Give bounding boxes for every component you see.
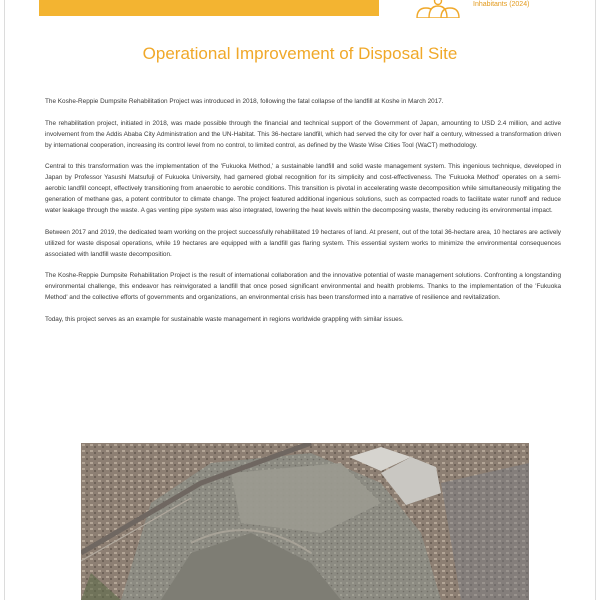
document-page xyxy=(4,0,596,600)
people-icon xyxy=(415,0,461,18)
body-text xyxy=(45,96,561,335)
aerial-landfill-photo xyxy=(81,443,529,600)
paragraph-3: Central to this transformation was the implementation of the 'Fukuoka Method,' a sustainable landfill and solid waste management system. This ingenious technique, developed in Japan by Professor Yasushi Matsufuji of Fukuoka University, had garnered global recognition for its simplicity and cost-effectiveness. The 'Fukuoka Method' operates on a semi-aerobic landfill concept, effectively transitioning from anaerobic to aerobic conditions. This transition is pivotal in accelerating waste decomposition while simultaneously mitigating the generation of methane gas, a potent contributor to climate change. The project featured additional ingenious solutions, such as compacted roads to facilitate water runoff and reduce water leakage through the waste. A gas venting pipe system was also integrated, lowering the heat levels within the decomposing waste, thereby reducing its environmental impact. xyxy=(45,163,561,214)
paragraph-4: Between 2017 and 2019, the dedicated team working on the project successfully rehabilitated 19 hectares of land. At present, out of the total 36-hectare area, 10 hectares are actively utilized for waste disposal operations, while 19 hectares are equipped with a landfill gas flaring system. This essential system works to minimize the environmental consequences associated with landfill waste decomposition. xyxy=(45,228,561,258)
paragraph-2: The rehabilitation project, initiated in 2018, was made possible through the financial and technical support of the Government of Japan, amounting to USD 2.4 million, and active involvement from the Addis Ababa City Administration and the UN-Habitat. This 36-hectare landfill, which had served the city for over half a century, witnessed a transformation driven by international cooperation, increasing its control level from no control, to limited control, as defined by the Waste Wise Cities Tool (WaCT) methodology. xyxy=(45,119,561,149)
paragraph-1: The Koshe-Reppie Dumpsite Rehabilitation Project was introduced in 2018, following the fatal collapse of the landfill at Koshe in March 2017. xyxy=(45,98,444,105)
paragraph-5: The Koshe-Reppie Dumpsite Rehabilitation Project is the result of international collaboration and the innovative potential of waste management solutions. Confronting a longstanding environmental challenge, this endeavor has reinvigorated a landfill that once posed significant environmental and health problems. Thanks to the implementation of the 'Fukuoka Method' and the collective efforts of governments and organizations, an environmental crisis has been transformed into a narrative of resilience and revitalization. xyxy=(45,272,561,301)
page-title: Operational Improvement of Disposal Site xyxy=(142,44,458,63)
paragraph-6: Today, this project serves as an example for sustainable waste management in regions worldwide grappling with similar issues. xyxy=(45,315,404,323)
inhabitants-label: Inhabitants (2024) xyxy=(473,1,530,8)
header-color-bar xyxy=(39,0,379,16)
